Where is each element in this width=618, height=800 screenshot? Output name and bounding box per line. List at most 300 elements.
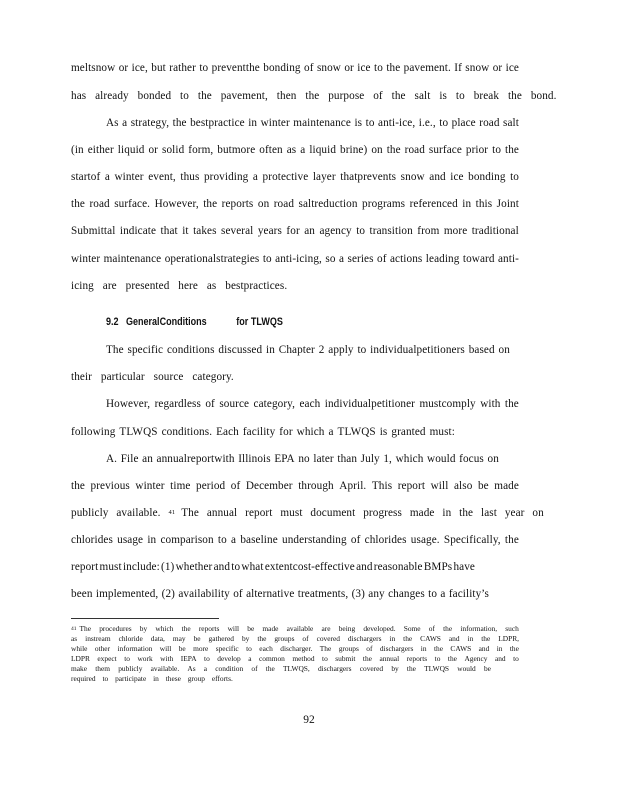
body-line	[106, 116, 519, 130]
word: an	[304, 225, 315, 237]
word: series	[347, 253, 374, 265]
word: As	[106, 117, 119, 129]
word: form,	[188, 144, 214, 156]
word: no	[298, 453, 310, 465]
word: a	[231, 534, 237, 546]
word: understanding	[282, 534, 347, 546]
word: through	[298, 480, 334, 492]
word: usage	[117, 534, 144, 546]
word: agency	[319, 225, 352, 237]
word: the	[443, 624, 453, 633]
word: 2	[318, 344, 325, 356]
word: alternative	[246, 588, 295, 600]
word: in	[248, 117, 258, 129]
word: (3)	[351, 588, 365, 600]
word: common	[258, 654, 285, 663]
word: LDPR	[71, 654, 90, 663]
word: while	[71, 644, 88, 653]
word: will	[159, 644, 172, 653]
word: so	[325, 253, 336, 265]
word: this	[475, 198, 493, 210]
word: File	[120, 453, 139, 465]
word: to	[124, 654, 130, 663]
word: the	[362, 654, 372, 663]
word: of	[233, 588, 243, 600]
word: category,	[253, 398, 296, 410]
word: or	[492, 62, 503, 74]
word: to	[262, 253, 272, 265]
word: to	[374, 62, 383, 74]
word: develop	[217, 654, 241, 663]
word: of	[304, 62, 314, 74]
word: have	[453, 561, 475, 573]
body-line	[71, 61, 519, 75]
word: and	[356, 561, 373, 573]
word: the	[505, 144, 519, 156]
footnote-mark: 41	[71, 626, 77, 632]
word: of	[302, 634, 309, 643]
word: surface	[428, 144, 462, 156]
word: the	[257, 634, 267, 643]
word: dischargers	[347, 634, 382, 643]
word: information	[117, 644, 153, 653]
word: be	[477, 480, 489, 492]
word: of	[205, 398, 215, 410]
word: salt	[503, 117, 519, 129]
word: specific	[215, 644, 239, 653]
body-line	[106, 452, 499, 466]
word: Specifically,	[443, 534, 501, 546]
word: report	[71, 561, 99, 573]
word: what	[241, 561, 264, 573]
word: be	[178, 644, 186, 653]
word: CAWS	[420, 634, 441, 643]
word: chlorides	[71, 534, 113, 546]
word: the	[386, 62, 401, 74]
word: discussed	[218, 344, 263, 356]
word: takes	[193, 225, 217, 237]
word: dischargers	[379, 644, 414, 653]
section-title-right: for TLWQS	[236, 316, 283, 328]
word: covered	[359, 664, 384, 673]
word: information,	[460, 624, 498, 633]
word: in	[467, 634, 474, 643]
word: brine)	[340, 144, 368, 156]
section-title-left: GeneralConditions	[125, 316, 207, 328]
word: covered	[316, 634, 340, 643]
word: preventthe	[211, 62, 260, 74]
word: whether	[175, 561, 213, 573]
word: several	[221, 225, 254, 237]
body-line	[71, 170, 519, 184]
word: a	[300, 144, 306, 156]
word: be	[483, 664, 491, 673]
word: road	[404, 144, 425, 156]
word: to	[365, 117, 375, 129]
word: bonding	[468, 171, 506, 183]
word: on	[371, 144, 383, 156]
word: to	[434, 654, 441, 663]
word: may	[172, 634, 186, 643]
word: time	[170, 480, 191, 492]
word: or	[118, 62, 129, 74]
word: usage.	[410, 534, 440, 546]
body-line	[71, 224, 519, 238]
word: (1)	[161, 561, 175, 573]
word: comparison	[160, 534, 214, 546]
word: groups	[338, 644, 359, 653]
word: surface.	[114, 198, 151, 210]
word: butmore	[217, 144, 256, 156]
word: prior	[465, 144, 489, 156]
word: ice	[505, 62, 519, 74]
word: been	[71, 588, 93, 600]
word: procedures	[99, 624, 132, 633]
footnote-reference: 41	[168, 509, 176, 516]
word: Submittal	[71, 225, 116, 237]
word: must:	[429, 426, 455, 438]
word: source	[219, 398, 250, 410]
word: a	[104, 171, 110, 183]
word: in	[389, 634, 396, 643]
word: the	[386, 144, 401, 156]
word: in	[266, 344, 275, 356]
word: 1,	[383, 453, 392, 465]
word: a	[252, 171, 258, 183]
word: of	[251, 664, 258, 673]
body-line: their particular source category.	[71, 371, 234, 383]
word: to	[246, 644, 252, 653]
word: the	[181, 624, 191, 633]
word: groups	[274, 634, 295, 643]
word: in	[496, 644, 503, 653]
word: reports	[198, 624, 220, 633]
word: road	[273, 198, 295, 210]
word: reports	[221, 198, 254, 210]
word: to	[439, 117, 449, 129]
word: that	[160, 225, 178, 237]
word: to	[322, 654, 328, 663]
word: Some	[403, 624, 421, 633]
word: startof	[71, 171, 101, 183]
word: publicly	[118, 664, 143, 673]
word: which	[296, 426, 325, 438]
word: the	[203, 198, 218, 210]
word: However,	[154, 198, 199, 210]
word: Chapter	[278, 344, 315, 356]
word: i.e.,	[418, 117, 436, 129]
word: availability	[178, 588, 230, 600]
body-line: icing are presented here as bestpractices.	[71, 280, 288, 292]
word: and	[478, 644, 490, 653]
footnote-line: required to participate in these group efforts.	[71, 674, 233, 683]
word: the	[265, 664, 275, 673]
word: being	[338, 624, 356, 633]
word: either	[87, 144, 114, 156]
word: the	[504, 534, 519, 546]
word: As	[187, 664, 196, 673]
word: facility’s	[448, 588, 489, 600]
word: method	[292, 654, 315, 663]
word: instream	[85, 634, 111, 643]
word: specific	[127, 344, 164, 356]
word: However,	[106, 398, 151, 410]
word: road	[479, 117, 500, 129]
word: as	[286, 144, 297, 156]
word: often	[259, 144, 283, 156]
word: ice,	[131, 62, 148, 74]
word: providing	[203, 171, 249, 183]
word: based	[468, 344, 495, 356]
word: conditions.	[161, 426, 213, 438]
word: and	[494, 654, 506, 663]
word: chlorides	[364, 534, 407, 546]
word: traditional	[471, 225, 519, 237]
word: on	[498, 344, 510, 356]
word: it	[182, 225, 189, 237]
word: of	[377, 253, 387, 265]
word: solid	[162, 144, 185, 156]
word: indicate	[119, 225, 157, 237]
word: by	[391, 664, 399, 673]
word: regardless	[154, 398, 201, 410]
word: pavement.	[403, 62, 451, 74]
word: apply	[328, 344, 354, 356]
word: of	[428, 624, 435, 633]
word: a	[440, 588, 446, 600]
word: for	[279, 426, 293, 438]
word: a	[122, 117, 128, 129]
word: A.	[106, 453, 118, 465]
word: to	[204, 654, 210, 663]
word: Illinois	[238, 453, 271, 465]
word: IEPA	[180, 654, 197, 663]
body-line	[106, 397, 519, 411]
word: annual	[379, 654, 400, 663]
word: granted	[391, 426, 426, 438]
word: actions	[389, 253, 423, 265]
word: treatments,	[297, 588, 349, 600]
word: snow	[400, 171, 425, 183]
word: more	[443, 225, 468, 237]
section-number: 9.2	[106, 316, 119, 328]
word: toward	[462, 253, 495, 265]
word: them	[95, 664, 110, 673]
word: work	[137, 654, 153, 663]
word: (in	[71, 144, 84, 156]
word: be	[193, 634, 201, 643]
word: winter	[71, 253, 101, 265]
word: as	[71, 634, 78, 643]
footnote-line	[71, 654, 519, 664]
word: TLWQS	[337, 426, 376, 438]
word: snow	[465, 62, 490, 74]
word: and	[448, 634, 460, 643]
word: other	[94, 644, 111, 653]
word: anti-icing,	[275, 253, 322, 265]
word: annualreportwith	[156, 453, 235, 465]
word: EPA	[274, 453, 295, 465]
word: The	[79, 624, 91, 633]
word: place	[451, 117, 476, 129]
word: This	[371, 480, 393, 492]
body-line	[106, 343, 510, 357]
word: The	[106, 344, 124, 356]
word: more	[193, 644, 209, 653]
word: extentcost-effective	[264, 561, 355, 573]
word: an	[142, 453, 153, 465]
word: condition	[215, 664, 244, 673]
word: each	[259, 644, 273, 653]
word: by	[139, 624, 148, 633]
body-line	[71, 143, 519, 157]
word: any	[368, 588, 385, 600]
word: and	[213, 561, 231, 573]
word: the	[504, 398, 519, 410]
word: be	[247, 624, 255, 633]
word: in	[420, 644, 427, 653]
footnote-line	[71, 644, 519, 654]
word: report	[397, 480, 426, 492]
word: of	[350, 534, 361, 546]
word: mustcomply	[419, 398, 476, 410]
word: to	[428, 588, 438, 600]
word: would	[457, 664, 476, 673]
word: conditions	[166, 344, 215, 356]
word: chloride	[118, 634, 143, 643]
word: the	[172, 117, 187, 129]
word: CAWS	[450, 644, 472, 653]
word: road	[89, 198, 110, 210]
body-text: publicly available.	[71, 507, 161, 519]
word: a	[203, 664, 208, 673]
footnote-line	[71, 634, 519, 644]
word: winter	[114, 171, 144, 183]
word: a	[338, 253, 345, 265]
word: make	[71, 664, 88, 673]
footnote-separator	[71, 618, 219, 619]
page-number: 92	[303, 714, 315, 726]
word: which	[395, 453, 424, 465]
word: the	[406, 664, 416, 673]
word: reports	[406, 654, 428, 663]
word: liquid	[117, 144, 145, 156]
word: a	[248, 654, 252, 663]
word: BMPs	[423, 561, 453, 573]
word: developed.	[363, 624, 396, 633]
word: with	[480, 398, 501, 410]
word: facility	[242, 426, 276, 438]
word: If	[454, 62, 462, 74]
word: discharger.	[280, 644, 313, 653]
word: also	[453, 480, 473, 492]
section-heading	[106, 316, 283, 328]
word: the	[509, 644, 519, 653]
word: years	[257, 225, 282, 237]
word: such	[505, 624, 519, 633]
word: must	[99, 561, 122, 573]
word: ice	[450, 171, 464, 183]
body-line	[71, 425, 455, 439]
word: the	[403, 634, 413, 643]
word: which	[155, 624, 174, 633]
word: winter	[260, 117, 290, 129]
word: reasonable	[373, 561, 423, 573]
word: event,	[148, 171, 176, 183]
word: December	[245, 480, 293, 492]
body-line	[71, 506, 544, 520]
word: is	[354, 117, 363, 129]
word: data,	[150, 634, 165, 643]
word: with	[160, 654, 174, 663]
word: baseline	[240, 534, 278, 546]
word: Joint	[496, 198, 519, 210]
body-line	[71, 533, 519, 547]
word: period	[196, 480, 226, 492]
word: to	[199, 62, 209, 74]
word: LDPR,	[498, 634, 519, 643]
word: a	[328, 426, 334, 438]
word: protective	[262, 171, 309, 183]
word: thus	[180, 171, 200, 183]
word: will	[227, 624, 240, 633]
word: liquid	[309, 144, 337, 156]
word: by	[241, 634, 250, 643]
word: maintenance	[103, 253, 162, 265]
word: layer	[312, 171, 336, 183]
word: gathered	[208, 634, 234, 643]
word: than	[337, 453, 358, 465]
word: TLWQS	[424, 664, 450, 673]
word: July	[360, 453, 380, 465]
word: to	[356, 225, 366, 237]
word: each	[299, 398, 321, 410]
word: include:	[122, 561, 160, 573]
word: anti-	[497, 253, 519, 265]
word: winter	[135, 480, 165, 492]
word: focus	[459, 453, 484, 465]
word: TLWQS,	[283, 664, 310, 673]
word: snow	[316, 62, 341, 74]
word: previous	[90, 480, 130, 492]
word: following	[71, 426, 116, 438]
word: programs	[362, 198, 406, 210]
word: on	[257, 198, 270, 210]
word: to	[510, 171, 519, 183]
word: April.	[339, 480, 367, 492]
word: dischargers	[317, 664, 352, 673]
word: made	[494, 480, 519, 492]
word: the	[447, 654, 457, 663]
body-line	[71, 252, 519, 266]
word: available	[286, 624, 314, 633]
word: bonding	[263, 62, 301, 74]
word: of	[230, 480, 241, 492]
body-line	[71, 479, 519, 493]
word: from	[417, 225, 440, 237]
word: are	[321, 624, 331, 633]
word: would	[427, 453, 456, 465]
word: the	[433, 644, 443, 653]
word: later	[313, 453, 334, 465]
word: maintenance	[293, 117, 351, 129]
word: ice	[357, 62, 371, 74]
body-line	[71, 587, 489, 601]
word: in	[147, 534, 157, 546]
word: rather	[169, 62, 196, 74]
word: in	[462, 198, 472, 210]
word: on	[487, 453, 499, 465]
